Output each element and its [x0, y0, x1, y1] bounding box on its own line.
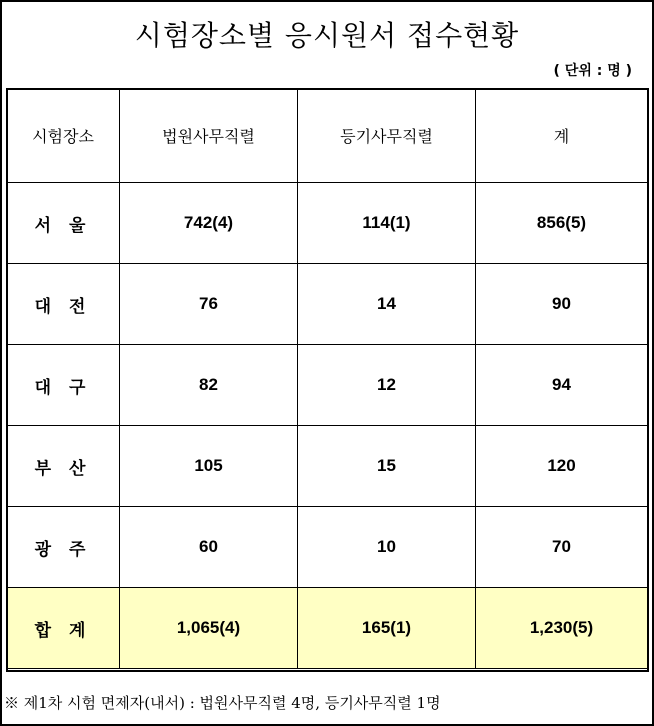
- place-cell: 대 전: [7, 264, 120, 345]
- sum-registry-cell: 165(1): [298, 588, 476, 669]
- table-row: [7, 507, 648, 588]
- total-cell: 70: [476, 507, 648, 588]
- header-cell-place: 시험장소: [7, 89, 120, 183]
- registry-cell: 114(1): [298, 183, 476, 264]
- total-cell: 94: [476, 345, 648, 426]
- reception-status-table: [6, 88, 648, 669]
- unit-label: ( 단위 : 명 ): [553, 63, 632, 79]
- registry-cell: 12: [298, 345, 476, 426]
- table-row: [7, 264, 648, 345]
- court-cell: 82: [120, 345, 298, 426]
- sum-court-cell: 1,065(4): [120, 588, 298, 669]
- place-cell: 대 구: [7, 345, 120, 426]
- footnote: ※ 제1차 시험 면제자(내서) : 법원사무직렬 4명, 등기사무직렬 1명: [4, 694, 441, 712]
- registry-cell: 10: [298, 507, 476, 588]
- header-cell-registry: 등기사무직렬: [298, 89, 476, 183]
- total-cell: 90: [476, 264, 648, 345]
- court-cell: 742(4): [120, 183, 298, 264]
- court-cell: 76: [120, 264, 298, 345]
- page-title: 시험장소별 응시원서 접수현황: [134, 19, 520, 52]
- table-row: [7, 345, 648, 426]
- sum-total-cell: 1,230(5): [476, 588, 648, 669]
- table-header-row: [7, 89, 648, 183]
- header-cell-total: 계: [476, 89, 648, 183]
- place-cell: 부 산: [7, 426, 120, 507]
- registry-cell: 15: [298, 426, 476, 507]
- table-row: [7, 426, 648, 507]
- total-cell: 120: [476, 426, 648, 507]
- court-cell: 105: [120, 426, 298, 507]
- registry-cell: 14: [298, 264, 476, 345]
- table-total-row: [7, 588, 648, 669]
- header-cell-court: 법원사무직렬: [120, 89, 298, 183]
- court-cell: 60: [120, 507, 298, 588]
- place-cell: 광 주: [7, 507, 120, 588]
- sum-place-cell: 합 계: [7, 588, 120, 669]
- total-cell: 856(5): [476, 183, 648, 264]
- place-cell: 서 울: [7, 183, 120, 264]
- table-row: [7, 183, 648, 264]
